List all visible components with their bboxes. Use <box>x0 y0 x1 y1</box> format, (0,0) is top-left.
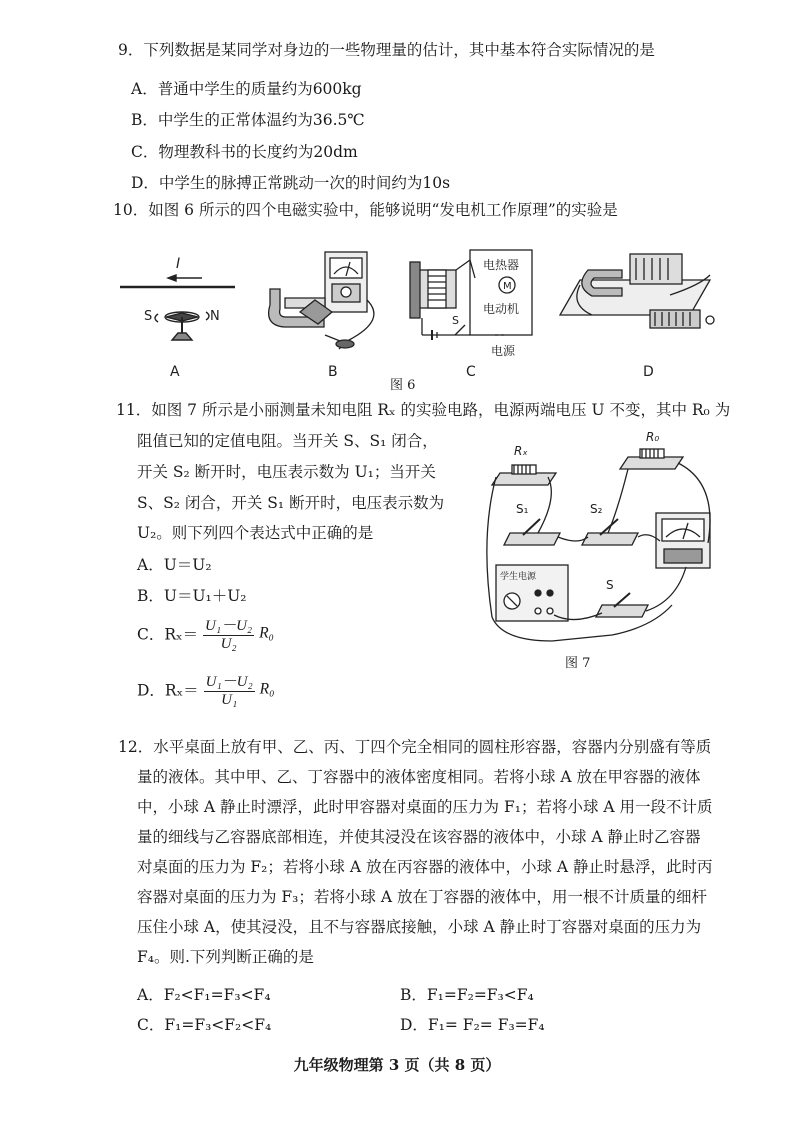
q12-option-b: B．F₁=F₂=F₃<F₄ <box>400 986 534 1004</box>
figure-6 <box>110 240 730 385</box>
q12-option-a: A．F₂<F₁=F₃<F₄ <box>137 986 271 1004</box>
q11-option-c-prefix: C．Rₓ＝ <box>137 625 199 644</box>
q11-option-d-fraction <box>204 670 255 709</box>
figure-6-label-d: D <box>643 364 654 380</box>
q11-option-d-prefix: D．Rₓ＝ <box>137 681 199 700</box>
figure-7-rx-label: Rₓ <box>514 444 528 458</box>
figure-7-s1-label: S₁ <box>516 502 529 516</box>
figure-6-panel-d <box>560 254 714 328</box>
figure-6-label-c: C <box>466 364 476 380</box>
panel-c-switch-label: S <box>452 314 459 327</box>
q10-stem: 10．如图 6 所示的四个电磁实验中，能够说明“发电机工作原理”的实验是 <box>113 201 618 219</box>
q12-line-7: 压住小球 A，使其浸没，且不与容器底接触，小球 A 静止时丁容器对桌面的压力为 <box>137 918 702 936</box>
q11-option-b: B．U＝U₁＋U₂ <box>137 587 247 605</box>
q9-option-a: A．普通中学生的质量约为600kg <box>131 80 362 98</box>
q9-option-b: B．中学生的正常体温约为36.5℃ <box>131 111 365 129</box>
q11-option-a: A．U＝U₂ <box>137 556 212 574</box>
panel-c-motor-symbol: M <box>503 281 512 292</box>
q11-option-d-numerator: U₁－U₂ <box>204 670 255 692</box>
figure-6-panel-b <box>269 252 374 349</box>
q12-line-8: F₄。则.下列判断正确的是 <box>137 948 314 966</box>
q11-option-d <box>137 670 275 709</box>
figure-7-caption: 图 7 <box>565 656 591 671</box>
q11-option-c-denominator: U₂ <box>220 636 237 652</box>
q11-option-c-fraction <box>203 614 254 653</box>
q12-line-3: 中，小球 A 静止时漂浮，此时甲容器对桌面的压力为 F₁；若将小球 A 用一段不计质 <box>137 798 713 816</box>
q12-line-5: 对桌面的压力为 F₂；若将小球 A 放在丙容器的液体中，小球 A 静止时悬浮，此时丙 <box>137 858 713 876</box>
q11-line-5: U₂。则下列四个表达式中正确的是 <box>137 524 374 542</box>
q11-line-4: S、S₂ 闭合，开关 S₁ 断开时，电压表示数为 <box>137 494 445 512</box>
figure-6-label-b: B <box>328 364 338 380</box>
panel-c-source-label: 电源 <box>491 344 516 358</box>
figure-7-power-label: 学生电源 <box>500 572 537 582</box>
q12-line-6: 容器对桌面的压力为 F₃；若将小球 A 放在丁容器的液体中，用一根不计质量的细杆 <box>137 888 707 906</box>
q11-option-c-suffix: R₀ <box>259 624 274 642</box>
figure-6-panel-a <box>120 256 235 340</box>
q9-option-c: C．物理教科书的长度约为20dm <box>131 143 358 161</box>
q11-option-c <box>137 614 274 653</box>
q11-line-3: 开关 S₂ 断开时，电压表示数为 U₁；当开关 <box>137 463 436 481</box>
figure-7-s-label: S <box>606 578 614 592</box>
panel-a-current-label: I <box>176 256 181 272</box>
q12-line-2: 量的液体。其中甲、乙、丁容器中的液体密度相同。若将小球 A 放在甲容器的液体 <box>137 768 701 786</box>
figure-6-panel-c <box>410 250 532 358</box>
figure-7-r0-label: R₀ <box>646 430 660 444</box>
q11-option-c-numerator: U₁－U₂ <box>203 614 254 636</box>
panel-a-n-label: N <box>210 309 220 324</box>
q11-option-d-denominator: U₁ <box>221 692 238 708</box>
q11-line-1: 11．如图 7 所示是小丽测量未知电阻 Rₓ 的实验电路，电源两端电压 U 不变，其中 R₀ 为 <box>116 401 731 419</box>
panel-a-s-label: S <box>144 309 153 324</box>
figure-6-label-a: A <box>170 364 180 380</box>
panel-c-motor-label: 电动机 <box>483 302 520 316</box>
q11-line-2: 阻值已知的定值电阻。当开关 S、S₁ 闭合， <box>137 432 438 450</box>
q12-line-4: 量的细线与乙容器底部相连，并使其浸没在该容器的液体中，小球 A 静止时乙容器 <box>137 828 701 846</box>
q12-option-d: D．F₁= F₂= F₃=F₄ <box>400 1016 545 1034</box>
q12-line-1: 12．水平桌面上放有甲、乙、丙、丁四个完全相同的圆柱形容器，容器内分别盛有等质 <box>118 738 712 756</box>
q11-option-d-suffix: R₀ <box>259 680 275 698</box>
panel-c-heater-label: 电热器 <box>483 258 520 272</box>
q9-option-d: D．中学生的脉搏正常跳动一次的时间约为10s <box>131 174 451 192</box>
q12-option-c: C．F₁=F₃<F₂<F₄ <box>137 1016 272 1034</box>
figure-7 <box>478 425 730 645</box>
figure-6-caption: 图 6 <box>390 378 416 393</box>
page-footer: 九年级物理第 3 页（共 8 页） <box>293 1056 501 1074</box>
q9-stem: 9．下列数据是某同学对身边的一些物理量的估计，其中基本符合实际情况的是 <box>118 41 655 59</box>
figure-7-s2-label: S₂ <box>590 502 603 516</box>
